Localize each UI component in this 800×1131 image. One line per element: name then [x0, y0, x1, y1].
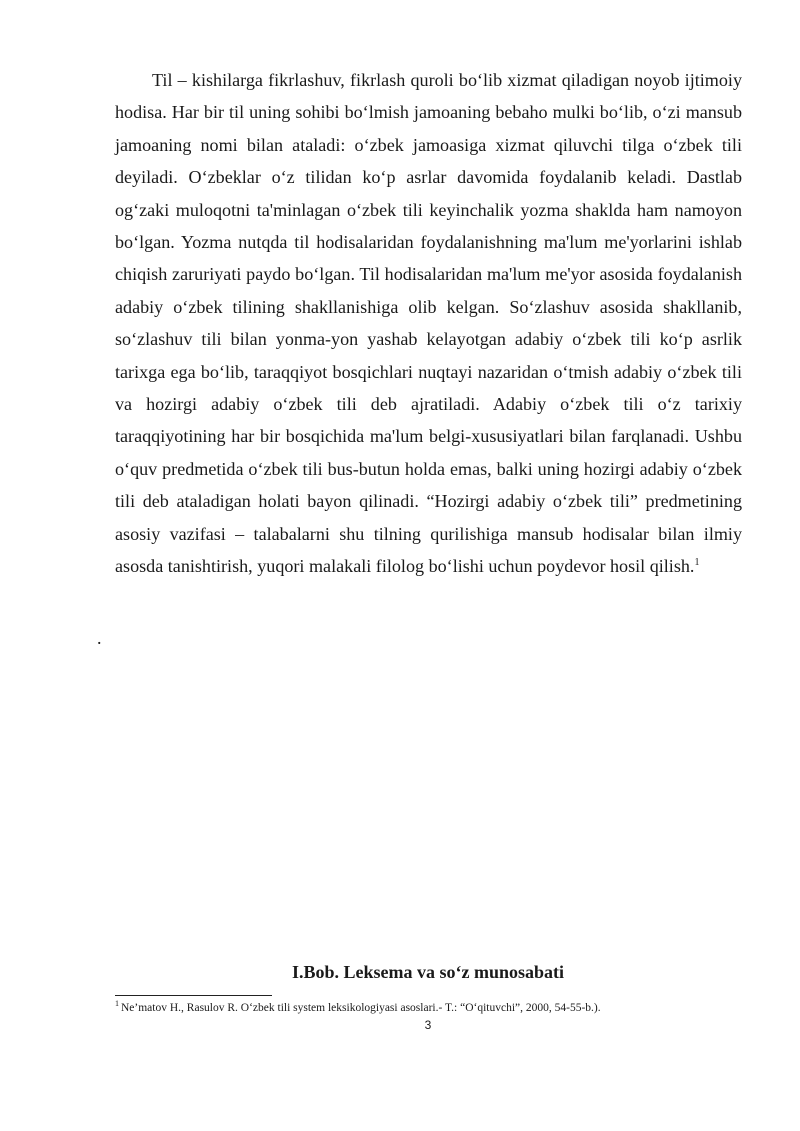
- footnote-text: Ne’matov H., Rasulov R. O‘zbek tili system leksikologiyasi asoslari.- T.: “O‘qituvchi”, 2000, 54-55-b.).: [121, 1002, 601, 1014]
- page-number: 3: [424, 1018, 432, 1032]
- footnote-reference[interactable]: 1: [694, 557, 700, 569]
- body-paragraph: [115, 64, 742, 583]
- chapter-heading: I.Bob. Leksema va so‘z munosabati: [291, 962, 565, 982]
- paragraph-text: Til – kishilarga fikrlashuv, fikrlash quroli bo‘lib xizmat qiladigan noyob ijtimoiy hodisa. Har bir til uning sohibi bo‘lmish jamoaning bebaho mulki bo‘lib, o‘zi mansub jamoaning nomi bilan ataladi: o‘zbek jamoasiga xizmat qiluvchi tilga o‘zbek tili deyiladi. O‘zbeklar o‘z tilidan ko‘p asrlar davomida foydalanib keladi. Dastlab og‘zaki muloqotni ta'minlagan o‘zbek tili keyinchalik yozma shaklda ham namoyon bo‘lgan. Yozma nutqda til hodisalaridan foydalanishning ma'lum me'yorlarini ishlab chiqish zaruriyati paydo bo‘lgan. Til hodisalaridan ma'lum me'yor asosida foydalanish adabiy o‘zbek tilining shakllanishiga olib kelgan. So‘zlashuv asosida shakllanib, so‘zlashuv tili bilan yonma-yon yashab kelayotgan adabiy o‘zbek tili ko‘p asrlik tarixga ega bo‘lib, taraqqiyot bosqichlari nuqtayi nazaridan o‘tmish adabiy o‘zbek tili va hozirgi adabiy o‘zbek tili deb ajratiladi. Adabiy o‘zbek tili o‘z tarixiy taraqqiyotining har bir bosqichida ma'lum belgi-xususiyatlari bilan farqlanadi. Ushbu o‘quv predmetida o‘zbek tili bus-butun holda emas, balki uning hozirgi adabiy o‘zbek tili deb ataladigan holati bayon qilinadi. “Hozirgi adabiy o‘zbek tili” predmetining asosiy vazifasi – talabalarni shu tilning qurilishiga mansub hodisalar bilan ilmiy asosda tanishtirish, yuqori malakali filolog bo‘lishi uchun poydevor hosil qilish.: [115, 70, 742, 577]
- footnote-number: 1: [115, 999, 119, 1009]
- stray-mark: .: [97, 628, 102, 648]
- footnote-divider: [115, 995, 272, 996]
- footnote: [115, 1001, 755, 1015]
